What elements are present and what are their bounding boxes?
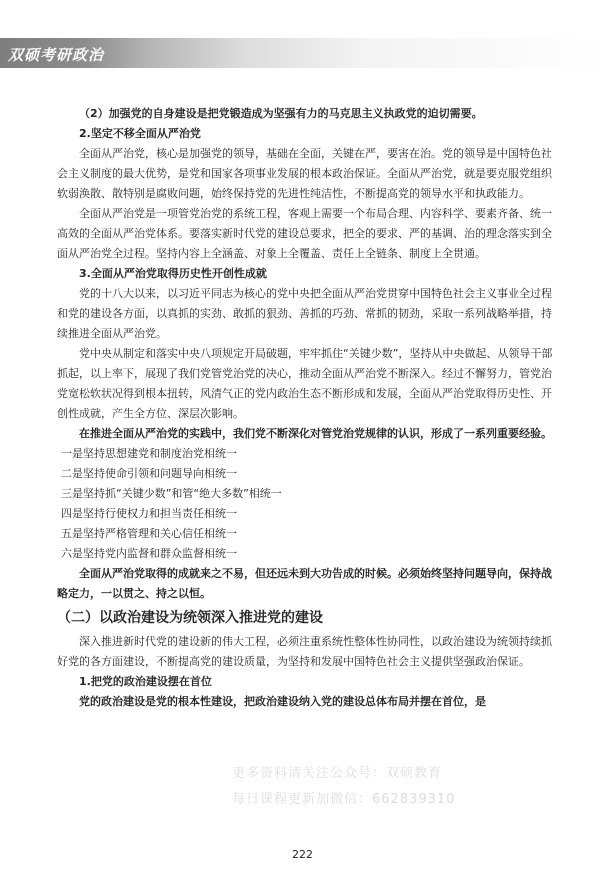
subheading: 1.把党的政治建设摆在首位 [79, 675, 212, 688]
paragraph: 在推进全面从严治党的实践中，我们党不断深化对管党治党规律的认识，形成了一系列重要经验。 [79, 427, 552, 440]
paragraph: 全面从严治党，核心是加强党的领导，基础在全面，关键在严，要害在治。党的领导是中国特色社会主义制度的最大优势，是党和国家各项事业发展的根本政治保证。全面从严治党，就是要克服党组织软弱涣散、散特别是腐败问题，始终保持党的先进性纯洁性，不断提高党的领导水平和执政能力。 [57, 147, 552, 200]
page-content [57, 104, 557, 712]
paragraph: （2）加强党的自身建设是把党锻造成为坚强有力的马克思主义执政党的迫切需要。 [79, 107, 483, 120]
subheading: 3.全面从严治党取得历史性开创性成就 [79, 267, 267, 280]
paragraph: 全面从严治党是一项管党治党的系统工程，客观上需要一个布局合理、内容科学、要素齐备、统一高效的全面从严治党体系。要落实新时代党的建设总要求，把全的要求、严的基调、治的理念落实到全面从严治党全过程。坚持内容上全涵盖、对象上全覆盖、责任上全链条、制度上全贯通。 [57, 207, 552, 260]
header-title: 双硕考研政治 [8, 46, 105, 64]
list-item: 六是坚持党内监督和群众监督相统一 [61, 547, 237, 560]
subheading: 2.坚定不移全面从严治党 [79, 127, 201, 140]
watermark-line-2: 每日课程更新加微信：662839310 [232, 792, 456, 807]
paragraph: 党的十八大以来，以习近平同志为核心的党中央把全面从严治党贯穿中国特色社会主义事业全过程和党的建设各方面，以真抓的实劲、敢抓的狠劲、善抓的巧劲、常抓的韧劲，采取一系列战略举措，持续推进全面从严治党。 [57, 287, 552, 340]
page-number: 222 [292, 848, 313, 861]
paragraph: 党的政治建设是党的根本性建设，把政治建设纳入党的建设总体布局并摆在首位，是 [79, 695, 486, 708]
watermark-line-1: 更多资料请关注公众号：双硕教育 [232, 766, 443, 781]
paragraph: 党中央从制定和落实中央八项规定开局破题，牢牢抓住“关键少数”，坚持从中央做起、从领导干部抓起，以上率下，展现了我们党管党治党的决心，推动全面从严治党不断深入。经过不懈努力，管党治党宽松软状况得到根本扭转，风清气正的党内政治生态不断形成和发展，全面从严治党取得历史性、开创性成就，产生全方位、深层次影响。 [57, 347, 553, 420]
list-item: 二是坚持使命引领和问题导向相统一 [61, 467, 237, 480]
list-item: 五是坚持严格管理和关心信任相统一 [61, 527, 237, 540]
list-item: 四是坚持行使权力和担当责任相统一 [61, 507, 237, 520]
list-item: 三是坚持抓“关键少数”和管“绝大多数”相统一 [61, 487, 282, 500]
paragraph: 全面从严治党取得的成就来之不易，但还远未到大功告成的时候。必须始终坚持问题导向，保持战略定力，一以贯之、持之以恒。 [57, 567, 552, 600]
list-item: 一是坚持思想建党和制度治党相统一 [61, 447, 237, 460]
paragraph: 深入推进新时代党的建设新的伟大工程，必须注重系统性整体性协同性，以政治建设为统领持续抓好党的各方面建设，不断提高党的建设质量，为坚持和发展中国特色社会主义提供坚强政治保证。 [57, 635, 552, 668]
section-heading: （二）以政治建设为统领深入推进党的建设 [57, 610, 323, 626]
